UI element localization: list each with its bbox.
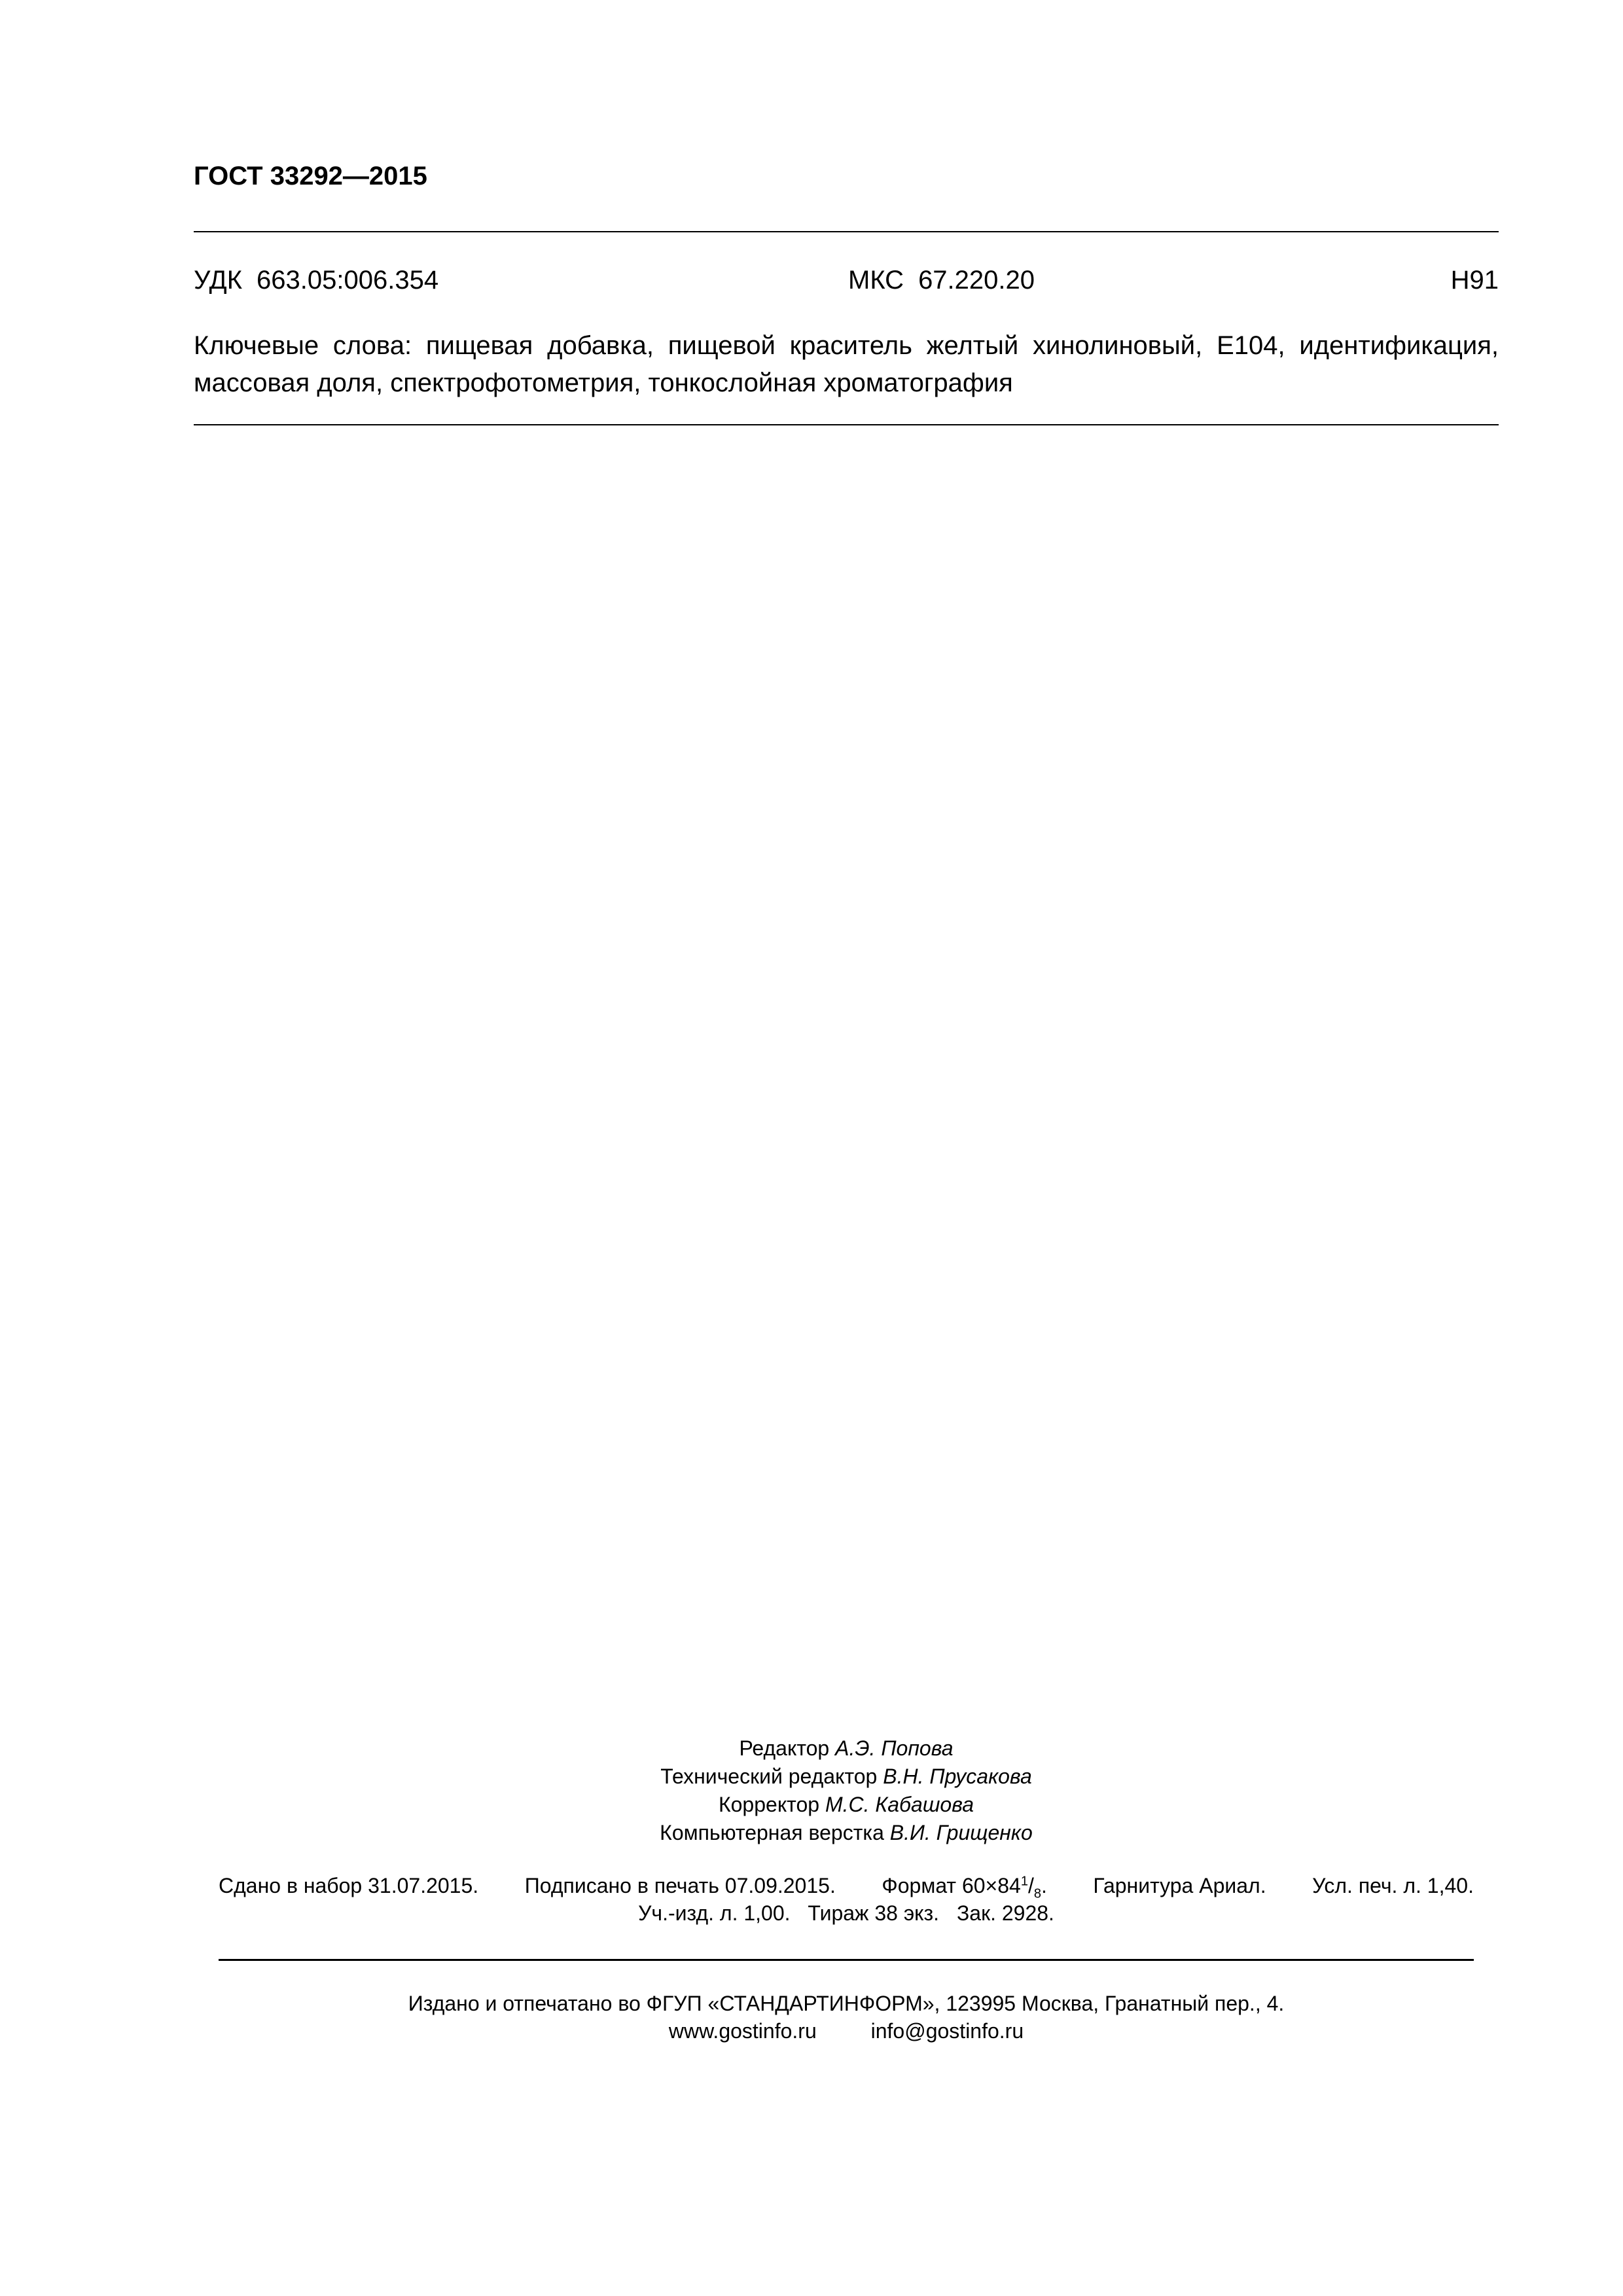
imprint-format: Формат $60\times 84^1/_8$. [882, 1874, 1047, 1901]
credit-person: М.С. Кабашова [825, 1793, 974, 1816]
mks-value: 67.220.20 [918, 266, 1035, 295]
imprint-row [219, 1872, 1474, 1899]
credit-role: Редактор [739, 1736, 830, 1760]
mks-code [848, 263, 1035, 297]
udk-code [194, 263, 438, 297]
imprint-divider [219, 1959, 1474, 1961]
publisher-block [194, 1990, 1499, 2045]
credit-person: А.Э. Попова [835, 1736, 954, 1760]
keywords-line-2: массовая доля, спектрофотометрия, тонкослойная хроматография [194, 368, 1013, 397]
format-numerator: 1 [1020, 1874, 1028, 1889]
imprint-publisher-sheets: Уч.-изд. л. 1,00. [638, 1901, 791, 1925]
udk-value: 663.05:006.354 [257, 266, 439, 295]
imprint-typeset: Сдано в набор 31.07.2015. [219, 1874, 479, 1897]
okstu-code: Н91 [1450, 266, 1499, 295]
publisher-website-link[interactable]: www.gostinfo.ru [668, 2019, 817, 2043]
format-end: . [1041, 1874, 1047, 1897]
imprint-print-sheets: Усл. печ. л. 1,40. [1312, 1874, 1474, 1897]
credit-role: Компьютерная верстка [660, 1821, 884, 1844]
udk-label: УДК [194, 266, 243, 295]
format-denominator: 8 [1033, 1886, 1041, 1901]
top-divider [194, 231, 1499, 232]
keywords-line-1: Ключевые слова: пищевая добавка, пищевой краситель желтый хинолиновый, Е104, идентификация, [194, 331, 1499, 360]
standard-id: ГОСТ 33292—2015 [194, 162, 427, 190]
credit-role: Технический редактор [660, 1765, 878, 1788]
imprint-signed: Подписано в печать 07.09.2015. [524, 1874, 836, 1897]
publisher-contacts [194, 2017, 1499, 2045]
imprint-circulation: Тираж 38 экз. [808, 1901, 940, 1925]
classification-row [194, 263, 1499, 297]
credit-proofreader [194, 1791, 1499, 1819]
credit-role: Корректор [718, 1793, 820, 1816]
imprint-row [219, 1899, 1474, 1927]
imprint-order: Зак. 2928. [956, 1901, 1054, 1925]
imprint-typeface: Гарнитура Ариал. [1093, 1874, 1266, 1897]
credit-editor [194, 1734, 1499, 1763]
imprint-block [219, 1872, 1474, 1927]
publisher-line: Издано и отпечатано во ФГУП «СТАНДАРТИНФОРМ», 123995 Москва, Гранатный пер., 4. [408, 1992, 1285, 2015]
mks-label: МКС [848, 266, 904, 295]
format-label: Формат 60×84 [882, 1874, 1021, 1897]
credits-block [194, 1734, 1499, 1847]
credit-person: В.И. Грищенко [889, 1821, 1033, 1844]
credit-tech-editor [194, 1763, 1499, 1791]
keywords-divider [194, 424, 1499, 425]
keywords-block [194, 327, 1499, 402]
credit-person: В.Н. Прусакова [883, 1765, 1032, 1788]
credit-layout [194, 1819, 1499, 1847]
publisher-email-link[interactable]: info@gostinfo.ru [870, 2019, 1024, 2043]
